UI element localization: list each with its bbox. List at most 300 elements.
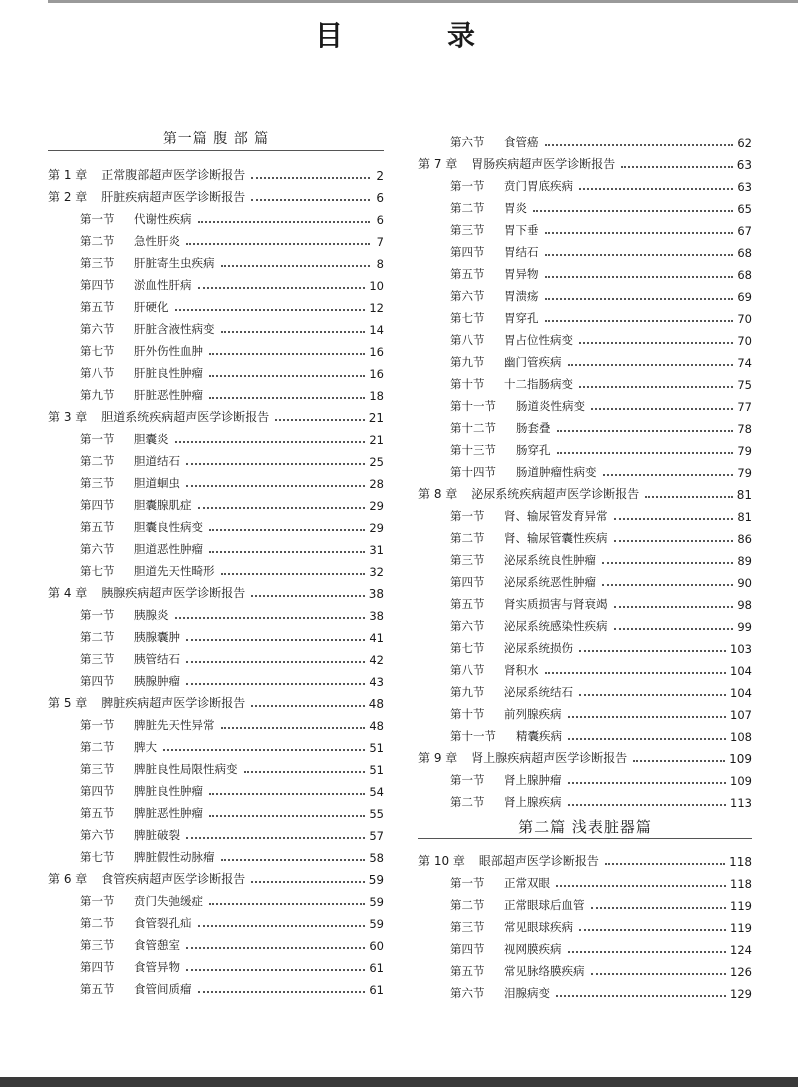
section-title: 胆囊腺肌症 (134, 498, 192, 512)
toc-section-entry (418, 524, 752, 546)
section-title: 肠穿孔 (516, 443, 551, 457)
section-title: 食管异物 (134, 960, 180, 974)
section-title: 胃下垂 (504, 223, 539, 237)
page-number: 68 (737, 268, 752, 282)
chapter-title: 胰腺疾病超声医学诊断报告 (101, 586, 246, 600)
toc-section-entry (418, 458, 752, 480)
section-number: 第六节 (80, 542, 115, 556)
page-number: 126 (730, 965, 752, 979)
toc-section-entry (48, 601, 384, 623)
dot-leader (545, 298, 734, 300)
dot-leader (533, 210, 733, 212)
section-number: 第三节 (80, 256, 115, 270)
chapter-number: 第 9 章 (418, 751, 458, 765)
dot-leader (198, 991, 366, 993)
section-title: 脾大 (134, 740, 157, 754)
section-number: 第三节 (80, 652, 115, 666)
section-number: 第二节 (80, 916, 115, 930)
section-number: 第一节 (80, 212, 115, 226)
section-number: 第五节 (80, 982, 115, 996)
page-number: 6 (376, 191, 384, 205)
page-number: 59 (369, 917, 384, 931)
toc-section-entry (48, 315, 384, 337)
page-number: 104 (730, 664, 752, 678)
section-number: 第十四节 (450, 465, 496, 479)
chapter-number: 第 7 章 (418, 157, 458, 171)
section-number: 第二节 (450, 795, 485, 809)
page-number: 75 (737, 378, 752, 392)
page-number: 55 (369, 807, 384, 821)
section-number: 第九节 (80, 388, 115, 402)
page-number: 70 (737, 334, 752, 348)
section-number: 第一节 (80, 432, 115, 446)
section-number: 第十节 (450, 377, 485, 391)
toc-section-entry (48, 535, 384, 557)
section-number: 第二节 (450, 531, 485, 545)
section-title: 泌尿系统结石 (504, 685, 573, 699)
dot-leader (251, 177, 370, 179)
section-number: 第五节 (80, 300, 115, 314)
section-number: 第一节 (450, 179, 485, 193)
toc-section-entry (48, 447, 384, 469)
section-number: 第七节 (80, 344, 115, 358)
dot-leader (186, 243, 370, 245)
page-number: 28 (369, 477, 384, 491)
section-number: 第五节 (450, 267, 485, 281)
toc-section-entry (48, 623, 384, 645)
dot-leader (545, 320, 734, 322)
section-number: 第六节 (450, 619, 485, 633)
page-number: 29 (369, 521, 384, 535)
page-number: 7 (376, 235, 384, 249)
toc-section-entry (418, 979, 752, 1001)
page-number: 8 (376, 257, 384, 271)
page-number: 41 (369, 631, 384, 645)
toc-section-entry (48, 469, 384, 491)
dot-leader (545, 672, 727, 674)
dot-leader (275, 419, 364, 421)
dot-leader (602, 584, 733, 586)
dot-leader (605, 863, 725, 865)
dot-leader (186, 947, 365, 949)
section-title: 淤血性肝病 (134, 278, 192, 292)
section-number: 第五节 (80, 520, 115, 534)
section-number: 第十三节 (450, 443, 496, 457)
section-number: 第四节 (450, 245, 485, 259)
dot-leader (614, 606, 734, 608)
section-number: 第六节 (80, 322, 115, 336)
toc-section-entry (418, 238, 752, 260)
dot-leader (614, 628, 734, 630)
section-title: 泌尿系统良性肿瘤 (504, 553, 596, 567)
toc-chapter-entry (48, 865, 384, 887)
dot-leader (557, 452, 734, 454)
page-number: 70 (737, 312, 752, 326)
chapter-number: 第 6 章 (48, 872, 88, 886)
page-number: 54 (369, 785, 384, 799)
section-title: 食管裂孔疝 (134, 916, 192, 930)
section-title: 胆囊炎 (134, 432, 169, 446)
toc-section-entry (48, 887, 384, 909)
page-number: 29 (369, 499, 384, 513)
dot-leader (221, 331, 366, 333)
page-number: 79 (737, 466, 752, 480)
toc-section-entry (418, 568, 752, 590)
chapter-title: 眼部超声医学诊断报告 (478, 854, 599, 868)
section-title: 常见眼球疾病 (504, 920, 573, 934)
dot-leader (591, 973, 727, 975)
section-title: 胃穿孔 (504, 311, 539, 325)
section-title: 脾脏恶性肿瘤 (134, 806, 203, 820)
toc-section-entry (48, 359, 384, 381)
section-title: 肾、输尿管囊性疾病 (504, 531, 608, 545)
section-title: 肾上腺疾病 (504, 795, 562, 809)
dot-leader (251, 595, 364, 597)
section-number: 第八节 (450, 663, 485, 677)
page-number: 42 (369, 653, 384, 667)
chapter-title: 胆道系统疾病超声医学诊断报告 (101, 410, 270, 424)
page-number: 38 (368, 587, 384, 601)
dot-leader (186, 485, 365, 487)
section-title: 肠道炎性病变 (516, 399, 585, 413)
dot-leader (568, 364, 734, 366)
toc-left-column (48, 128, 384, 997)
section-title: 胃溃疡 (504, 289, 539, 303)
dot-leader (244, 771, 366, 773)
page-number: 129 (730, 987, 752, 1001)
dot-leader (198, 287, 366, 289)
dot-leader (186, 463, 365, 465)
toc-section-entry (48, 777, 384, 799)
section-number: 第三节 (450, 223, 485, 237)
section-number: 第一节 (450, 876, 485, 890)
page-number: 61 (369, 961, 384, 975)
dot-leader (209, 375, 365, 377)
dot-leader (209, 815, 365, 817)
dot-leader (209, 397, 365, 399)
toc-section-entry (418, 678, 752, 700)
section-number: 第三节 (80, 762, 115, 776)
dot-leader (545, 276, 734, 278)
dot-leader (568, 716, 727, 718)
dot-leader (633, 760, 725, 762)
section-title: 贲门胃底疾病 (504, 179, 573, 193)
section-number: 第四节 (80, 498, 115, 512)
section-number: 第二节 (450, 898, 485, 912)
toc-section-entry (418, 304, 752, 326)
section-number: 第十节 (450, 707, 485, 721)
section-number: 第五节 (450, 964, 485, 978)
page-number: 51 (369, 741, 384, 755)
page-number: 81 (737, 510, 752, 524)
page-number: 78 (737, 422, 752, 436)
page-number: 124 (730, 943, 752, 957)
section-number: 第四节 (80, 674, 115, 688)
page-number: 58 (369, 851, 384, 865)
section-title: 急性肝炎 (134, 234, 180, 248)
page-number: 74 (737, 356, 752, 370)
toc-chapter-entry (48, 579, 384, 601)
section-number: 第七节 (80, 850, 115, 864)
page-number: 21 (368, 411, 384, 425)
section-title: 正常眼球后血管 (504, 898, 585, 912)
dot-leader (579, 386, 733, 388)
page-number: 109 (729, 752, 752, 766)
dot-leader (545, 232, 734, 234)
page-number: 62 (737, 136, 752, 150)
page-number: 61 (369, 983, 384, 997)
page-number: 108 (730, 730, 752, 744)
section-number: 第六节 (450, 289, 485, 303)
section-title: 肾积水 (504, 663, 539, 677)
page-title: 目 录 (314, 19, 513, 52)
section-title: 十二指肠病变 (504, 377, 573, 391)
toc-section-entry (418, 766, 752, 788)
page-number: 113 (730, 796, 752, 810)
toc-section-entry (418, 282, 752, 304)
dot-leader (557, 430, 734, 432)
section-number: 第一节 (80, 608, 115, 622)
dot-leader (614, 518, 734, 520)
section-number: 第五节 (450, 597, 485, 611)
section-number: 第十一节 (450, 399, 496, 413)
page-number: 81 (736, 488, 752, 502)
chapter-title: 泌尿系统疾病超声医学诊断报告 (471, 487, 640, 501)
toc-section-entry (418, 260, 752, 282)
page-number: 48 (368, 697, 384, 711)
section-title: 肠道肿瘤性病变 (516, 465, 597, 479)
dot-leader (175, 617, 366, 619)
section-title: 肾、输尿管发育异常 (504, 509, 608, 523)
toc-section-entry (418, 913, 752, 935)
section-number: 第四节 (80, 784, 115, 798)
section-number: 第一节 (450, 773, 485, 787)
page-number: 68 (737, 246, 752, 260)
page-number: 2 (376, 169, 384, 183)
section-title: 胆道恶性肿瘤 (134, 542, 203, 556)
section-title: 胆囊良性病变 (134, 520, 203, 534)
section-number: 第四节 (450, 942, 485, 956)
dot-leader (186, 969, 365, 971)
dot-leader (175, 441, 366, 443)
section-title: 胃异物 (504, 267, 539, 281)
part-title-superficial-organs: 第二篇 浅表脏器篇 (418, 816, 752, 839)
dot-leader (603, 474, 734, 476)
section-number: 第二节 (80, 740, 115, 754)
toc-list-right (418, 128, 752, 810)
section-title: 胃占位性病变 (504, 333, 573, 347)
section-number: 第六节 (450, 135, 485, 149)
bottom-bar (0, 1077, 798, 1087)
page-number: 118 (729, 855, 752, 869)
section-title: 食管间质瘤 (134, 982, 192, 996)
page-number: 86 (737, 532, 752, 546)
section-number: 第十一节 (450, 729, 496, 743)
chapter-title: 肝脏疾病超声医学诊断报告 (101, 190, 246, 204)
page-number: 32 (369, 565, 384, 579)
toc-section-entry (418, 502, 752, 524)
page-number: 90 (737, 576, 752, 590)
dot-leader (568, 804, 727, 806)
toc-section-entry (418, 326, 752, 348)
toc-section-entry (48, 227, 384, 249)
section-title: 食管癌 (504, 135, 539, 149)
section-number: 第三节 (450, 553, 485, 567)
toc-chapter-entry (48, 403, 384, 425)
toc-section-entry (48, 249, 384, 271)
section-title: 肝脏恶性肿瘤 (134, 388, 203, 402)
toc-section-entry (48, 205, 384, 227)
dot-leader (186, 837, 365, 839)
page-number: 107 (730, 708, 752, 722)
section-title: 泌尿系统感染性疾病 (504, 619, 608, 633)
toc-section-entry (48, 381, 384, 403)
chapter-number: 第 8 章 (418, 487, 458, 501)
dot-leader (579, 188, 733, 190)
section-title: 肝脏良性肿瘤 (134, 366, 203, 380)
toc-section-entry (48, 293, 384, 315)
dot-leader (621, 166, 732, 168)
toc-section-entry (418, 788, 752, 810)
dot-leader (186, 661, 365, 663)
section-number: 第二节 (80, 234, 115, 248)
page-number: 89 (737, 554, 752, 568)
toc-section-entry (418, 612, 752, 634)
toc-section-entry (48, 425, 384, 447)
dot-leader (556, 995, 726, 997)
dot-leader (209, 353, 365, 355)
chapter-number: 第 4 章 (48, 586, 88, 600)
section-number: 第四节 (450, 575, 485, 589)
section-title: 食管憩室 (134, 938, 180, 952)
page-number: 67 (737, 224, 752, 238)
section-number: 第七节 (450, 641, 485, 655)
section-number: 第四节 (80, 278, 115, 292)
section-title: 肾实质损害与肾衰竭 (504, 597, 608, 611)
toc-chapter-entry (418, 480, 752, 502)
section-title: 脾脏先天性异常 (134, 718, 215, 732)
toc-list-left (48, 161, 384, 997)
dot-leader (209, 793, 365, 795)
toc-section-entry (48, 821, 384, 843)
chapter-title: 脾脏疾病超声医学诊断报告 (101, 696, 246, 710)
section-number: 第七节 (450, 311, 485, 325)
toc-section-entry (418, 700, 752, 722)
page-number: 25 (369, 455, 384, 469)
section-title: 胰腺肿瘤 (134, 674, 180, 688)
page-number: 63 (737, 180, 752, 194)
dot-leader (545, 254, 734, 256)
toc-section-entry (418, 546, 752, 568)
dot-leader (568, 738, 726, 740)
dot-leader (186, 639, 365, 641)
toc-section-entry (418, 392, 752, 414)
page-number: 16 (369, 367, 384, 381)
section-title: 泌尿系统恶性肿瘤 (504, 575, 596, 589)
page-number: 69 (737, 290, 752, 304)
section-title: 肠套叠 (516, 421, 551, 435)
dot-leader (545, 144, 734, 146)
page-number: 48 (369, 719, 384, 733)
toc-chapter-entry (48, 689, 384, 711)
toc-section-entry (418, 436, 752, 458)
toc-section-entry (418, 348, 752, 370)
section-title: 胰腺囊肿 (134, 630, 180, 644)
section-number: 第二节 (80, 454, 115, 468)
section-number: 第二节 (80, 630, 115, 644)
section-number: 第五节 (80, 806, 115, 820)
toc-section-entry (418, 891, 752, 913)
dot-leader (221, 859, 366, 861)
toc-section-entry (48, 667, 384, 689)
section-title: 胆道蛔虫 (134, 476, 180, 490)
dot-leader (579, 694, 726, 696)
section-title: 肾上腺肿瘤 (504, 773, 562, 787)
dot-leader (251, 881, 364, 883)
chapter-number: 第 1 章 (48, 168, 88, 182)
section-title: 脾脏良性肿瘤 (134, 784, 203, 798)
section-title: 胰管结石 (134, 652, 180, 666)
page-number: 98 (737, 598, 752, 612)
toc-section-entry (48, 909, 384, 931)
toc-chapter-entry (418, 150, 752, 172)
toc-section-entry (48, 711, 384, 733)
page-number: 31 (369, 543, 384, 557)
page-number: 79 (737, 444, 752, 458)
toc-section-entry (48, 337, 384, 359)
page-number: 59 (369, 895, 384, 909)
section-title: 肝脏寄生虫疾病 (134, 256, 215, 270)
page-number: 59 (368, 873, 384, 887)
toc-list-right-2 (418, 847, 752, 1001)
page-number: 60 (369, 939, 384, 953)
dot-leader (221, 265, 371, 267)
section-title: 胰腺炎 (134, 608, 169, 622)
dot-leader (198, 507, 366, 509)
section-title: 肝脏含液性病变 (134, 322, 215, 336)
section-number: 第四节 (80, 960, 115, 974)
section-title: 视网膜疾病 (504, 942, 562, 956)
section-title: 肝硬化 (134, 300, 169, 314)
section-title: 正常双眼 (504, 876, 550, 890)
dot-leader (579, 650, 726, 652)
toc-section-entry (418, 590, 752, 612)
toc-section-entry (418, 128, 752, 150)
page-number: 51 (369, 763, 384, 777)
section-number: 第七节 (80, 564, 115, 578)
section-number: 第三节 (80, 938, 115, 952)
dot-leader (579, 342, 733, 344)
dot-leader (198, 925, 366, 927)
toc-right-column (418, 128, 752, 1001)
chapter-title: 食管疾病超声医学诊断报告 (101, 872, 246, 886)
section-number: 第九节 (450, 685, 485, 699)
part-title-abdomen: 第一篇 腹 部 篇 (48, 128, 384, 151)
section-title: 泪腺病变 (504, 986, 550, 1000)
dot-leader (251, 199, 370, 201)
dot-leader (251, 705, 364, 707)
section-title: 幽门管疾病 (504, 355, 562, 369)
dot-leader (614, 540, 734, 542)
page-number: 6 (376, 213, 384, 227)
section-title: 代谢性疾病 (134, 212, 192, 226)
dot-leader (568, 951, 727, 953)
toc-section-entry (418, 194, 752, 216)
page-number: 119 (730, 899, 752, 913)
dot-leader (568, 782, 727, 784)
dot-leader (186, 683, 365, 685)
section-number: 第一节 (80, 894, 115, 908)
